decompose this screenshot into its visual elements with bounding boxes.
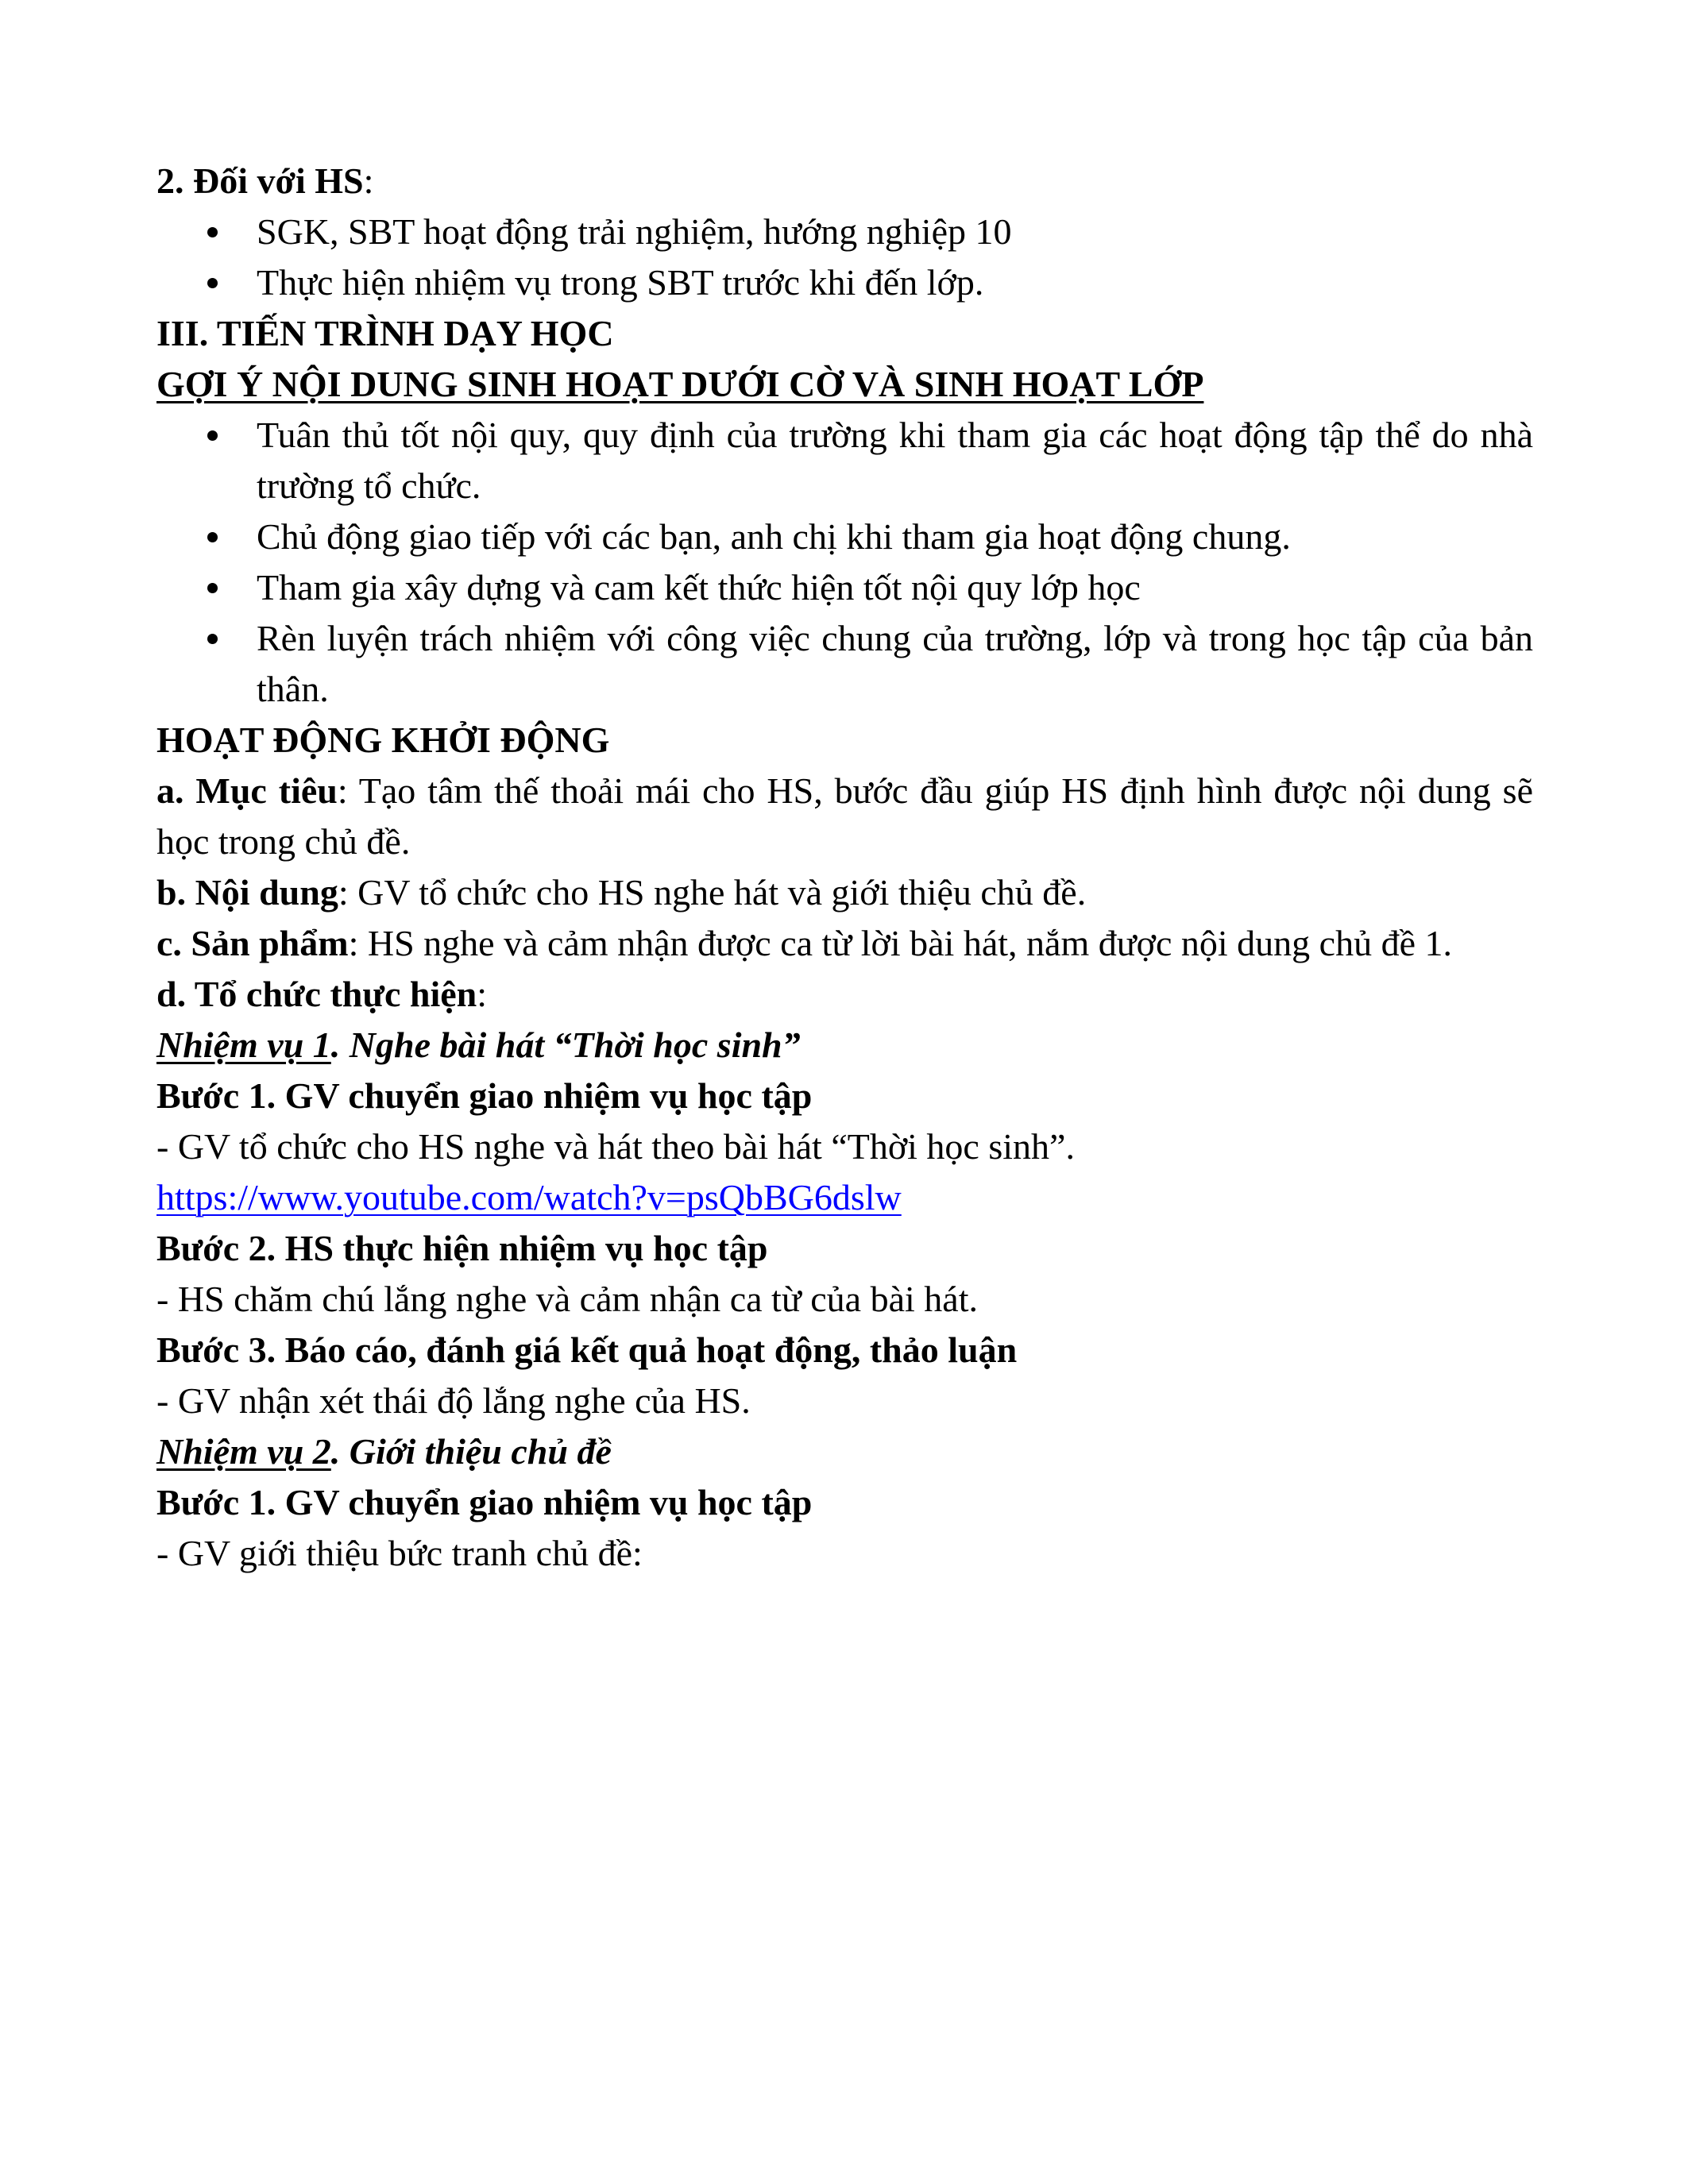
bullet-icon [207, 532, 218, 542]
task2-heading [156, 1426, 1533, 1477]
organize-label: d. Tổ chức thực hiện [156, 974, 477, 1014]
task1-step1-text: - GV tổ chức cho HS nghe và hát theo bài hát “Thời học sinh”. [156, 1126, 1075, 1167]
task2-title: . Giới thiệu chủ đề [330, 1431, 612, 1472]
task1-step3-heading: Bước 3. Báo cáo, đánh giá kết quả hoạt động, thảo luận [156, 1329, 1018, 1370]
bullet-icon [207, 634, 218, 644]
task1-step3-text: - GV nhận xét thái độ lắng nghe của HS. [156, 1380, 751, 1421]
task1-step2-text: - HS chăm chú lắng nghe và cảm nhận ca từ của bài hát. [156, 1279, 978, 1319]
list-item-text: SGK, SBT hoạt động trải nghiệm, hướng nghiệp 10 [257, 211, 1012, 252]
bullet-icon [207, 583, 218, 593]
organize-paragraph [156, 969, 1533, 1020]
suggestion-heading: GỢI Ý NỘI DUNG SINH HOẠT DƯỚI CỜ VÀ SINH HOẠT LỚP [156, 364, 1204, 404]
list-item [156, 613, 1533, 715]
objective-text: : Tạo tâm thế thoải mái cho HS, bước đầu giúp HS định hình được nội dung sẽ học trong chủ đề. [156, 770, 1533, 862]
product-paragraph [156, 918, 1533, 969]
task1-step2-heading: Bước 2. HS thực hiện nhiệm vụ học tập [156, 1228, 768, 1268]
list-item-text: Thực hiện nhiệm vụ trong SBT trước khi đến lớp. [257, 262, 984, 303]
product-text: : HS nghe và cảm nhận được ca từ lời bài hát, nắm được nội dung chủ đề 1. [348, 923, 1453, 963]
document-page [156, 156, 1533, 1579]
process-heading: III. TIẾN TRÌNH DẠY HỌC [156, 313, 614, 353]
students-section-heading [156, 156, 1533, 206]
suggestion-list [156, 410, 1533, 715]
task1-step1-heading: Bước 1. GV chuyển giao nhiệm vụ học tập [156, 1075, 813, 1116]
list-item-text: Chủ động giao tiếp với các bạn, anh chị khi tham gia hoạt động chung. [257, 516, 1291, 557]
objective-label: a. Mục tiêu [156, 770, 338, 811]
task1-title: . Nghe bài hát “Thời học sinh” [330, 1024, 801, 1065]
bullet-icon [207, 430, 218, 441]
list-item [156, 562, 1533, 613]
list-item-text: Tuân thủ tốt nội quy, quy định của trường khi tham gia các hoạt động tập thể do nhà trường tổ chức. [257, 415, 1533, 506]
list-item [156, 511, 1533, 562]
youtube-link[interactable]: https://www.youtube.com/watch?v=psQbBG6dslw [156, 1177, 902, 1217]
youtube-link-line [156, 1172, 1533, 1223]
task1-heading [156, 1020, 1533, 1071]
product-label: c. Sản phẩm [156, 923, 349, 963]
list-item [156, 410, 1533, 511]
bullet-icon [207, 278, 218, 288]
list-item-text: Tham gia xây dựng và cam kết thức hiện tốt nội quy lớp học [257, 567, 1141, 608]
task1-label: Nhiệm vụ 1 [156, 1024, 331, 1065]
task2-label: Nhiệm vụ 2 [156, 1431, 331, 1472]
task2-step1-heading: Bước 1. GV chuyển giao nhiệm vụ học tập [156, 1482, 813, 1522]
bullet-icon [207, 227, 218, 237]
students-materials-list [156, 206, 1533, 308]
list-item [156, 206, 1533, 257]
list-item [156, 257, 1533, 308]
warmup-heading: HOẠT ĐỘNG KHỞI ĐỘNG [156, 720, 610, 760]
content-paragraph [156, 867, 1533, 918]
list-item-text: Rèn luyện trách nhiệm với công việc chung của trường, lớp và trong học tập của bản thân. [257, 618, 1533, 709]
organize-colon: : [477, 974, 488, 1014]
content-label: b. Nội dung [156, 872, 338, 913]
students-heading-text: 2. Đối với HS [156, 160, 364, 201]
task2-step1-text: - GV giới thiệu bức tranh chủ đề: [156, 1533, 643, 1573]
content-text: : GV tổ chức cho HS nghe hát và giới thiệu chủ đề. [338, 872, 1087, 913]
students-heading-colon: : [363, 160, 374, 201]
objective-paragraph [156, 766, 1533, 867]
